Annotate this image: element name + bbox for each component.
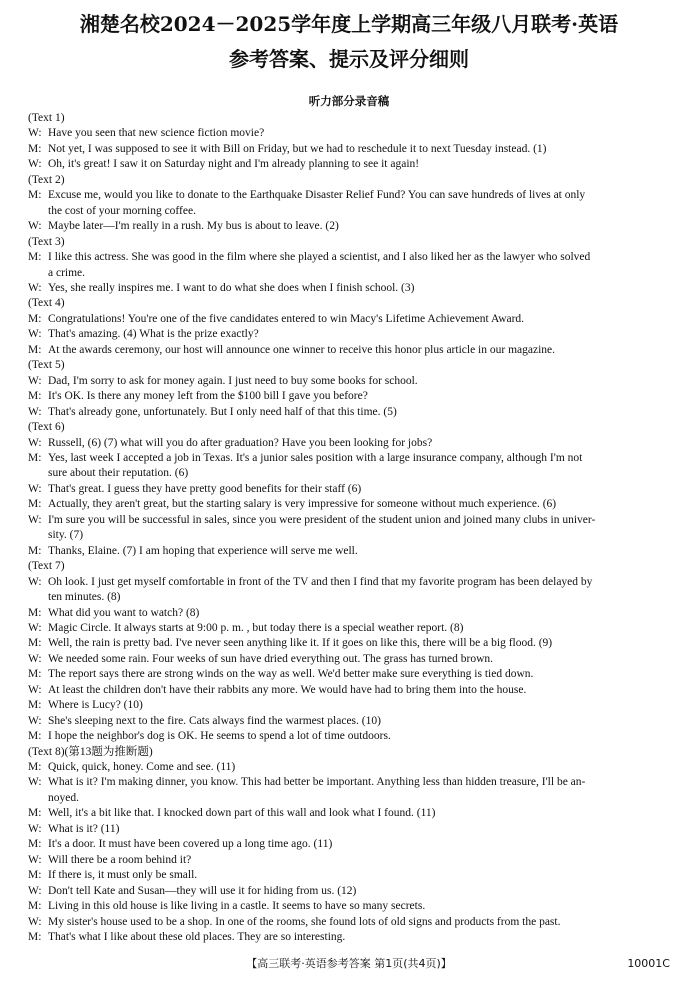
dialogue-line bbox=[28, 188, 670, 203]
dialogue-text: We needed some rain. Four weeks of sun have dried everything out. The grass has turned brown. bbox=[48, 652, 494, 665]
dialogue-line bbox=[28, 482, 670, 497]
speaker-tag: M: bbox=[28, 637, 42, 650]
dialogue-line bbox=[28, 544, 670, 559]
dialogue-text: The report says there are strong winds on the way as well. We'd better make sure everything is tied down. bbox=[48, 668, 534, 681]
speaker-tag: W: bbox=[28, 915, 42, 928]
dialogue-text: Will there be a room behind it? bbox=[48, 853, 192, 866]
speaker-tag: M: bbox=[28, 931, 42, 944]
dialogue-line bbox=[28, 513, 670, 528]
dialogue-line bbox=[28, 312, 670, 327]
dialogue-line bbox=[28, 142, 670, 157]
speaker-tag: M: bbox=[28, 668, 42, 681]
dialogue-line bbox=[28, 915, 670, 930]
dialogue-line bbox=[28, 606, 670, 621]
speaker-tag: M: bbox=[28, 189, 42, 202]
text-label: (Text 5) bbox=[28, 359, 65, 372]
text-label: (Text 2) bbox=[28, 173, 65, 186]
speaker-tag: W: bbox=[28, 281, 42, 294]
dialogue-continuation: noyed. bbox=[48, 791, 79, 804]
speaker-tag: W: bbox=[28, 436, 42, 449]
dialogue-line bbox=[28, 636, 670, 651]
dialogue-line bbox=[28, 683, 670, 698]
dialogue-text: Yes, last week I accepted a job in Texas. It's a junior sales position with a large insurance company, although I'm not bbox=[48, 451, 583, 464]
dialogue-line bbox=[28, 343, 670, 358]
speaker-tag: W: bbox=[28, 575, 42, 588]
dialogue-text: Have you seen that new science fiction movie? bbox=[48, 127, 265, 140]
dialogue-text: Living in this old house is like living in a castle. It seems to have so many secrets. bbox=[48, 900, 426, 913]
speaker-tag: M: bbox=[28, 838, 42, 851]
dialogue-text: Yes, she really inspires me. I want to do what she does when I finish school. (3) bbox=[48, 281, 415, 294]
text-label: (Text 4) bbox=[28, 297, 65, 310]
dialogue-text: Quick, quick, honey. Come and see. (11) bbox=[48, 761, 236, 774]
section-heading: 听力部分录音稿 bbox=[308, 94, 390, 108]
speaker-tag: M: bbox=[28, 451, 42, 464]
dialogue-line bbox=[28, 621, 670, 636]
speaker-tag: W: bbox=[28, 374, 42, 387]
dialogue-line bbox=[28, 575, 670, 590]
dialogue-text: Oh, it's great! I saw it on Saturday night and I'm already planning to see it again! bbox=[48, 158, 420, 171]
speaker-tag: W: bbox=[28, 158, 42, 171]
dialogue-continuation: a crime. bbox=[48, 266, 86, 279]
speaker-tag: W: bbox=[28, 884, 42, 897]
dialogue-text: Actually, they aren't great, but the starting salary is very impressive for someone without much experience. (6) bbox=[48, 498, 557, 511]
dialogue-line bbox=[28, 806, 670, 821]
dialogue-line bbox=[28, 822, 670, 837]
dialogue-line bbox=[28, 729, 670, 744]
dialogue-line bbox=[28, 868, 670, 883]
dialogue-line bbox=[28, 714, 670, 729]
speaker-tag: W: bbox=[28, 652, 42, 665]
dialogue-continuation: sity. (7) bbox=[48, 529, 84, 542]
dialogue-line bbox=[28, 157, 670, 172]
dialogue-line bbox=[28, 760, 670, 775]
dialogue-text: Well, the rain is pretty bad. I've never seen anything like it. If it goes on like this, there will be a big flood. (9) bbox=[48, 637, 553, 650]
dialogue-line bbox=[28, 930, 670, 945]
dialogue-text: It's a door. It must have been covered up a long time ago. (11) bbox=[48, 838, 333, 851]
dialogue-continuation: the cost of your morning coffee. bbox=[48, 204, 196, 217]
dialogue-text: I hope the neighbor's dog is OK. He seems to spend a lot of time outdoors. bbox=[48, 730, 391, 743]
speaker-tag: W: bbox=[28, 127, 42, 140]
speaker-tag: M: bbox=[28, 544, 42, 557]
speaker-tag: M: bbox=[28, 251, 42, 264]
text-label: (Text 3) bbox=[28, 235, 65, 248]
text-label: (Text 6) bbox=[28, 421, 65, 434]
dialogue-text: At the awards ceremony, our host will announce one winner to receive this honor plus article in our magazine. bbox=[48, 343, 556, 356]
dialogue-line bbox=[28, 327, 670, 342]
speaker-tag: M: bbox=[28, 606, 42, 619]
dialogue-text: What did you want to watch? (8) bbox=[48, 606, 200, 619]
speaker-tag: W: bbox=[28, 853, 42, 866]
dialogue-text: Where is Lucy? (10) bbox=[48, 699, 143, 712]
dialogue-line bbox=[28, 853, 670, 868]
dialogue-text: That's already gone, unfortunately. But I only need half of that this time. (5) bbox=[48, 405, 397, 418]
dialogue-line bbox=[28, 837, 670, 852]
dialogue-continuation: ten minutes. (8) bbox=[48, 591, 121, 604]
dialogue-line bbox=[28, 374, 670, 389]
listening-transcript bbox=[28, 111, 670, 945]
speaker-tag: M: bbox=[28, 343, 42, 356]
speaker-tag: M: bbox=[28, 699, 42, 712]
speaker-tag: W: bbox=[28, 822, 42, 835]
dialogue-text: She's sleeping next to the fire. Cats always find the warmest places. (10) bbox=[48, 714, 381, 727]
dialogue-line bbox=[28, 451, 670, 466]
dialogue-text: Oh look. I just get myself comfortable in front of the TV and then I find that my favorite program has been delayed by bbox=[48, 575, 593, 588]
document-subtitle: 参考答案、提示及评分细则 bbox=[229, 47, 469, 71]
dialogue-text: Not yet, I was supposed to see it with Bill on Friday, but we had to reschedule it to next Tuesday instead. (1) bbox=[48, 142, 547, 155]
speaker-tag: M: bbox=[28, 312, 42, 325]
dialogue-line bbox=[28, 436, 670, 451]
speaker-tag: M: bbox=[28, 761, 42, 774]
dialogue-text: Dad, I'm sorry to ask for money again. I just need to buy some books for school. bbox=[48, 374, 418, 387]
dialogue-text: Congratulations! You're one of the five candidates entered to win Macy's Lifetime Achievement Award. bbox=[48, 312, 525, 325]
dialogue-line bbox=[28, 219, 670, 234]
dialogue-text: Excuse me, would you like to donate to the Earthquake Disaster Relief Fund? You can save hundreds of lives at only bbox=[48, 189, 586, 202]
dialogue-text: That's what I like about these old places. They are so interesting. bbox=[48, 931, 346, 944]
speaker-tag: M: bbox=[28, 390, 42, 403]
document-title: 湘楚名校2024－2025学年度上学期高三年级八月联考·英语 bbox=[79, 12, 619, 36]
speaker-tag: M: bbox=[28, 142, 42, 155]
speaker-tag: W: bbox=[28, 220, 42, 233]
dialogue-text: That's amazing. (4) What is the prize exactly? bbox=[48, 328, 259, 341]
dialogue-line bbox=[28, 775, 670, 790]
text-label: (Text 7) bbox=[28, 560, 65, 573]
speaker-tag: M: bbox=[28, 807, 42, 820]
text-label: (Text 1) bbox=[28, 112, 65, 124]
dialogue-text: I like this actress. She was good in the film where she played a scientist, and I also liked her as the lawyer who solved bbox=[48, 251, 591, 264]
dialogue-text: What is it? (11) bbox=[48, 822, 120, 835]
speaker-tag: M: bbox=[28, 900, 42, 913]
dialogue-text: My sister's house used to be a shop. In one of the rooms, she found lots of old signs and products from the past. bbox=[48, 915, 561, 928]
speaker-tag: W: bbox=[28, 714, 42, 727]
speaker-tag: W: bbox=[28, 513, 42, 526]
dialogue-text: Russell, (6) (7) what will you do after graduation? Have you been looking for jobs? bbox=[48, 436, 433, 449]
speaker-tag: W: bbox=[28, 405, 42, 418]
speaker-tag: M: bbox=[28, 869, 42, 882]
dialogue-text: It's OK. Is there any money left from the $100 bill I gave you before? bbox=[48, 390, 368, 403]
speaker-tag: W: bbox=[28, 482, 42, 495]
speaker-tag: W: bbox=[28, 621, 42, 634]
dialogue-line bbox=[28, 405, 670, 420]
dialogue-line bbox=[28, 652, 670, 667]
dialogue-line bbox=[28, 884, 670, 899]
text-label: (Text 8)(第13题为推断题) bbox=[28, 745, 153, 758]
dialogue-line bbox=[28, 389, 670, 404]
dialogue-text: That's great. I guess they have pretty good benefits for their staff (6) bbox=[48, 482, 362, 495]
dialogue-text: Magic Circle. It always starts at 9:00 p. m. , but today there is a special weather report. (8) bbox=[48, 621, 464, 634]
dialogue-text: If there is, it must only be small. bbox=[48, 869, 198, 882]
dialogue-text: What is it? I'm making dinner, you know. This had better be important. Anything less than hidden treasure, I'll be an- bbox=[48, 776, 586, 789]
document-code: 10001C bbox=[627, 957, 670, 970]
dialogue-line bbox=[28, 281, 670, 296]
dialogue-text: Don't tell Kate and Susan—they will use it for hiding from us. (12) bbox=[48, 884, 357, 897]
speaker-tag: W: bbox=[28, 328, 42, 341]
dialogue-text: Maybe later—I'm really in a rush. My bus is about to leave. (2) bbox=[48, 220, 339, 233]
dialogue-line bbox=[28, 126, 670, 141]
dialogue-line bbox=[28, 667, 670, 682]
dialogue-text: Thanks, Elaine. (7) I am hoping that experience will serve me well. bbox=[48, 544, 358, 557]
dialogue-text: Well, it's a bit like that. I knocked down part of this wall and look what I found. (11) bbox=[48, 807, 436, 820]
page-footer: 【高三联考·英语参考答案 第1页(共4页)】 bbox=[246, 957, 452, 970]
speaker-tag: M: bbox=[28, 730, 42, 743]
speaker-tag: M: bbox=[28, 498, 42, 511]
dialogue-line bbox=[28, 250, 670, 265]
dialogue-text: I'm sure you will be successful in sales, since you were president of the student union and joined many clubs in univer- bbox=[48, 513, 596, 526]
dialogue-line bbox=[28, 698, 670, 713]
speaker-tag: W: bbox=[28, 683, 42, 696]
dialogue-text: At least the children don't have their rabbits any more. We would have had to bring them into the house. bbox=[48, 683, 527, 696]
dialogue-line bbox=[28, 899, 670, 914]
speaker-tag: W: bbox=[28, 776, 42, 789]
dialogue-line bbox=[28, 497, 670, 512]
dialogue-continuation: sure about their reputation. (6) bbox=[48, 467, 189, 480]
